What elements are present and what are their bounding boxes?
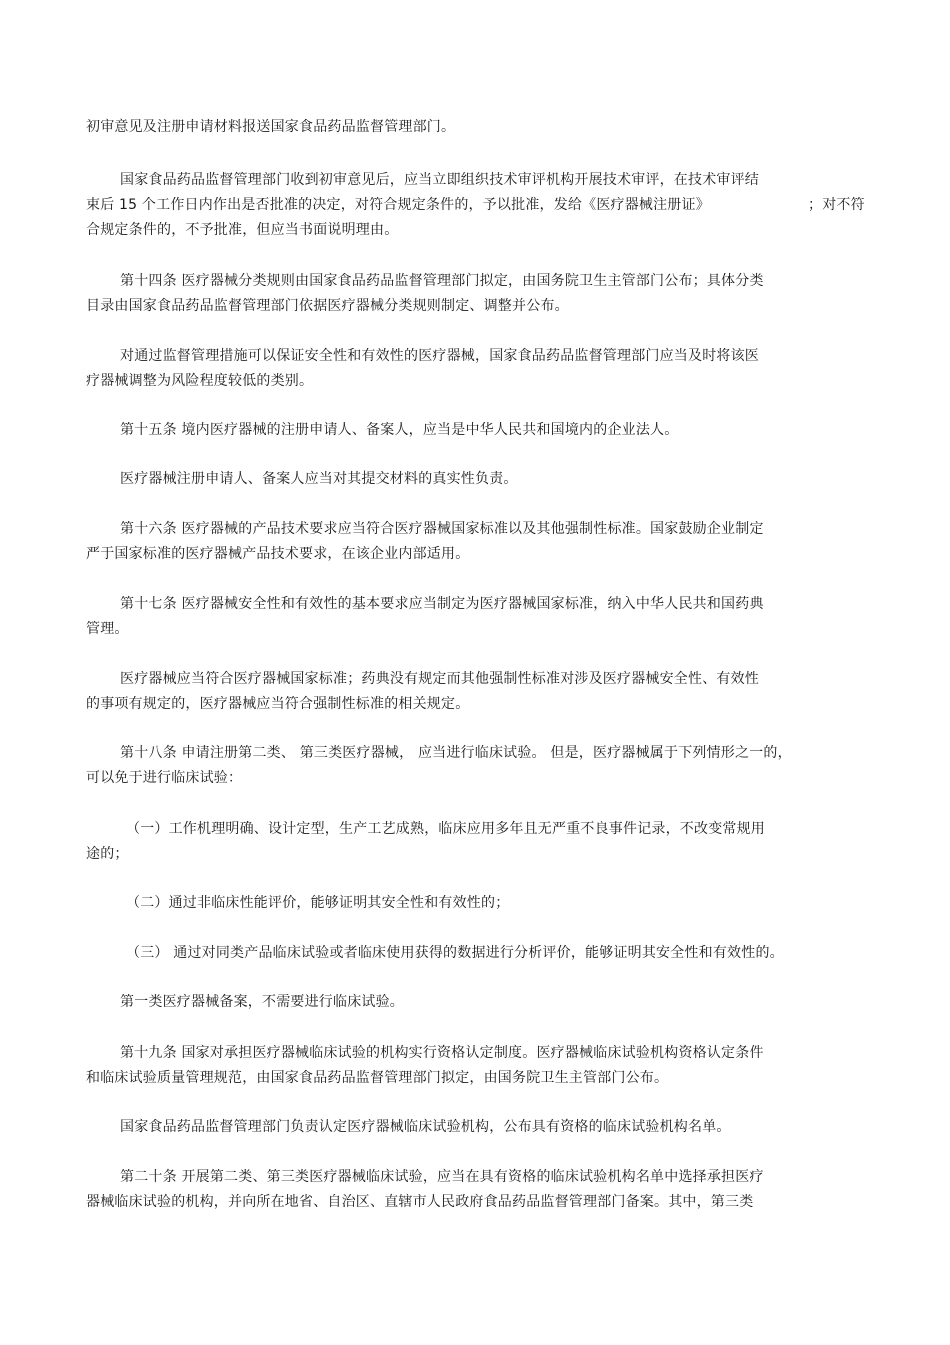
text-line: 和临床试验质量管理规范，由国家食品药品监督管理部门拟定，由国务院卫生主管部门公布。 (86, 1070, 669, 1086)
text-line: 医疗器械应当符合医疗器械国家标准；药典没有规定而其他强制性标准对涉及医疗器械安全性、有效性 (120, 671, 759, 687)
text-line: 合规定条件的，不予批准，但应当书面说明理由。 (86, 222, 399, 238)
text-line: 对通过监督管理措施可以保证安全性和有效性的医疗器械，国家食品药品监督管理部门应当及时将该医 (120, 348, 759, 364)
text-line: 第十八条 申请注册第二类、 第三类医疗器械， 应当进行临床试验。 但是，医疗器械属于下列情形之一的， (120, 745, 792, 761)
text-line: 的事项有规定的，医疗器械应当符合强制性标准的相关规定。 (86, 696, 470, 712)
text-line: 第十九条 国家对承担医疗器械临床试验的机构实行资格认定制度。医疗器械临床试验机构资格认定条件 (120, 1045, 764, 1061)
text-line: 束后 15 个工作日内作出是否批准的决定，对符合规定条件的，予以批准，发给《医疗器械注册证》 (86, 197, 710, 213)
text-line: 严于国家标准的医疗器械产品技术要求，在该企业内部适用。 (86, 546, 470, 562)
text-line: 国家食品药品监督管理部门收到初审意见后，应当立即组织技术审评机构开展技术审评，在技术审评结 (120, 172, 759, 188)
text-line: 第二十条 开展第二类、第三类医疗器械临床试验，应当在具有资格的临床试验机构名单中选择承担医疗 (120, 1169, 764, 1185)
text-line: 目录由国家食品药品监督管理部门依据医疗器械分类规则制定、调整并公布。 (86, 298, 569, 314)
text-line: 可以免于进行临床试验： (86, 770, 243, 786)
text-line: 第十六条 医疗器械的产品技术要求应当符合医疗器械国家标准以及其他强制性标准。国家鼓励企业制定 (120, 521, 764, 537)
text-line: 疗器械调整为风险程度较低的类别。 (86, 373, 314, 389)
text-line: 初审意见及注册申请材料报送国家食品药品监督管理部门。 (86, 119, 456, 135)
text-line: 第十四条 医疗器械分类规则由国家食品药品监督管理部门拟定，由国务院卫生主管部门公布；具体分类 (120, 273, 764, 289)
text-line: 国家食品药品监督管理部门负责认定医疗器械临床试验机构，公布具有资格的临床试验机构名单。 (120, 1119, 731, 1135)
text-line: 医疗器械注册申请人、备案人应当对其提交材料的真实性负责。 (120, 471, 518, 487)
text-line: 管理。 (86, 621, 129, 637)
text-line: （二）通过非临床性能评价，能够证明其安全性和有效性的； (126, 895, 510, 911)
text-line: 第十五条 境内医疗器械的注册申请人、备案人，应当是中华人民共和国境内的企业法人。 (120, 422, 679, 438)
text-line: （三） 通过对同类产品临床试验或者临床使用获得的数据进行分析评价，能够证明其安全性和有效性的。 (126, 945, 784, 961)
text-line: 第十七条 医疗器械安全性和有效性的基本要求应当制定为医疗器械国家标准，纳入中华人民共和国药典 (120, 596, 764, 612)
text-line: 途的； (86, 846, 129, 862)
text-line: 器械临床试验的机构，并向所在地省、自治区、直辖市人民政府食品药品监督管理部门备案。其中，第三类 (86, 1194, 754, 1210)
text-line: （一）工作机理明确、设计定型，生产工艺成熟，临床应用多年且无严重不良事件记录，不改变常规用 (126, 821, 765, 837)
text-line: ；对不符 (808, 197, 865, 213)
text-line: 第一类医疗器械备案，不需要进行临床试验。 (120, 994, 404, 1010)
